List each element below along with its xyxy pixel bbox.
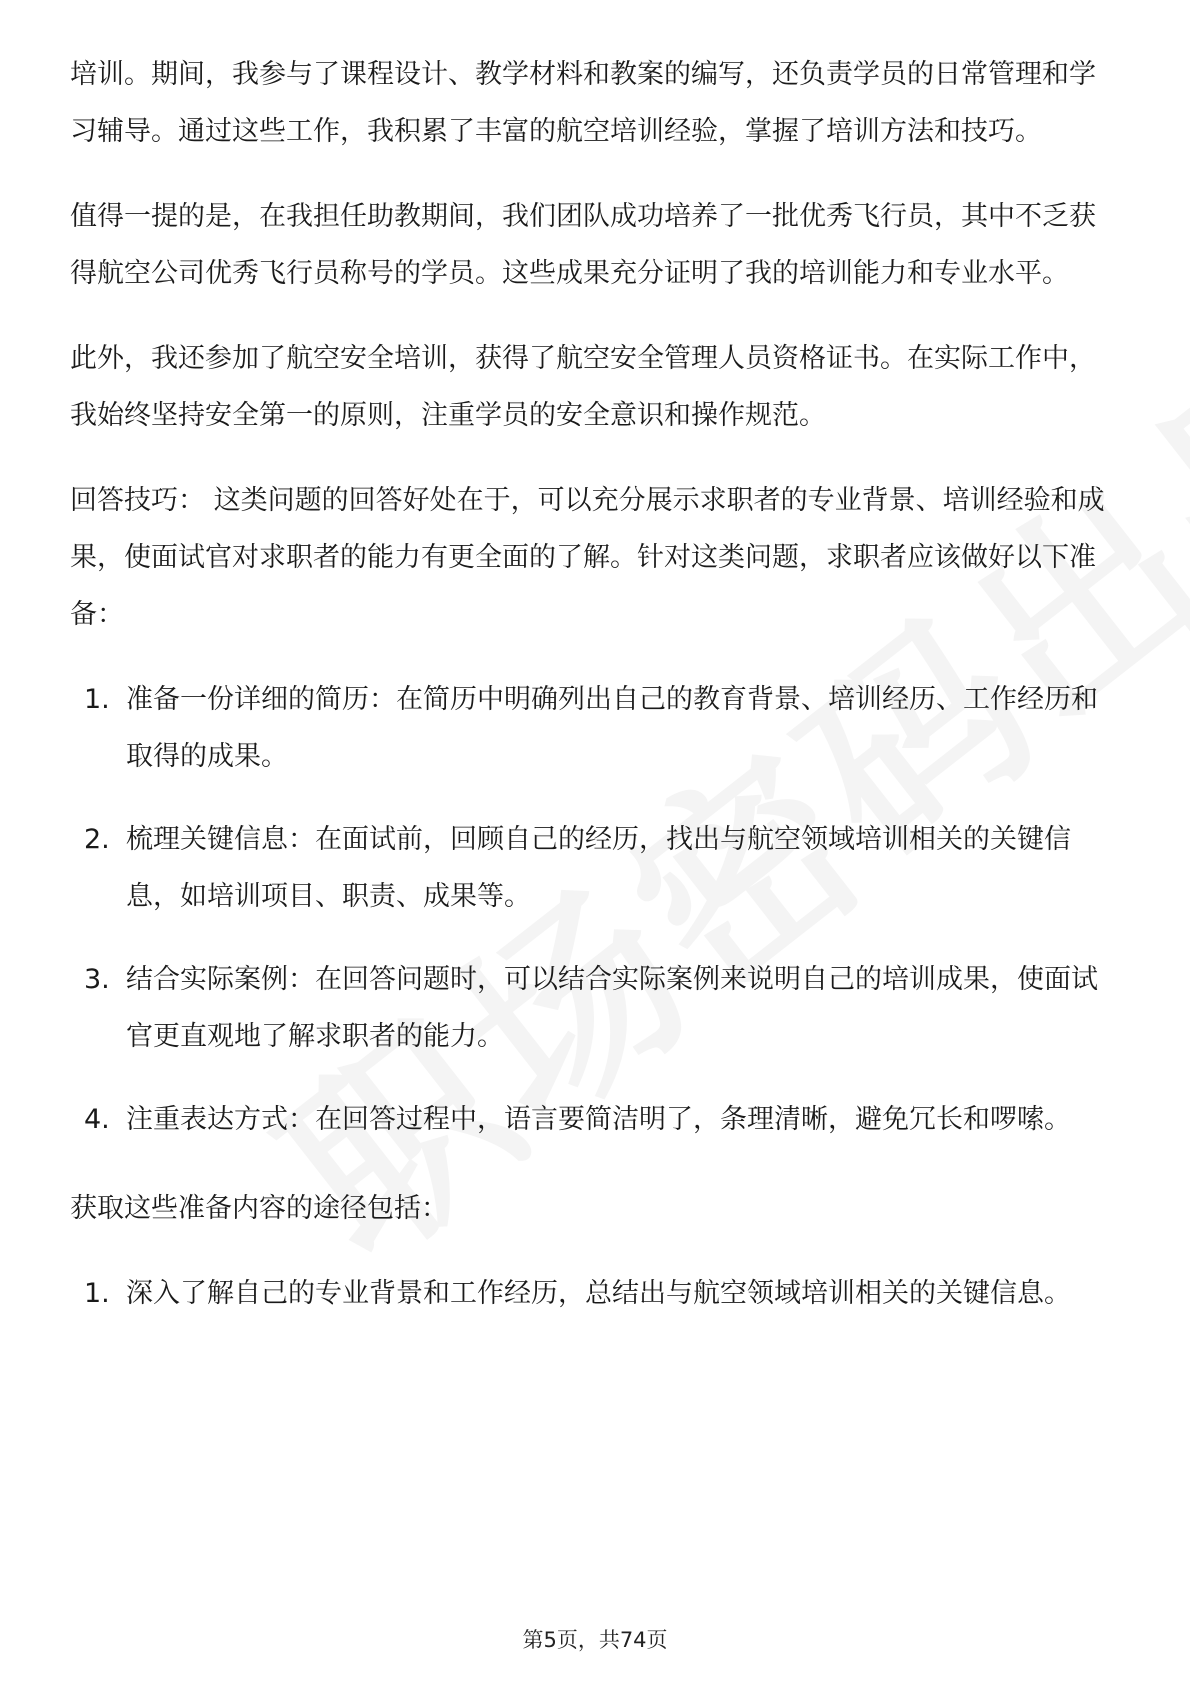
list-text: 准备一份详细的简历：在简历中明确列出自己的教育背景、培训经历、工作经历和取得的成果。 bbox=[126, 684, 1098, 772]
list-number: 3. bbox=[84, 964, 110, 995]
prep-list bbox=[70, 671, 1120, 1148]
list-item bbox=[70, 951, 1120, 1065]
list-text: 结合实际案例：在回答问题时，可以结合实际案例来说明自己的培训成果，使面试官更直观地了解求职者的能力。 bbox=[126, 964, 1098, 1052]
list-number: 4. bbox=[84, 1104, 110, 1135]
list-number: 2. bbox=[84, 824, 110, 855]
source-list bbox=[70, 1265, 1120, 1322]
paragraph-achievement: 值得一提的是，在我担任助教期间，我们团队成功培养了一批优秀飞行员，其中不乏获得航空公司优秀飞行员称号的学员。这些成果充分证明了我的培训能力和专业水平。 bbox=[70, 201, 1096, 289]
list-number: 1. bbox=[84, 684, 110, 715]
list-item bbox=[70, 1265, 1120, 1322]
list-item bbox=[70, 1091, 1120, 1148]
list-text: 梳理关键信息：在面试前，回顾自己的经历，找出与航空领域培训相关的关键信息，如培训项目、职责、成果等。 bbox=[126, 824, 1071, 912]
page-footer: 第5页，共74页 bbox=[522, 1628, 668, 1652]
paragraph-safety: 此外，我还参加了航空安全培训，获得了航空安全管理人员资格证书。在实际工作中，我始终坚持安全第一的原则，注重学员的安全意识和操作规范。 bbox=[70, 343, 1096, 431]
paragraph-training: 培训。期间，我参与了课程设计、教学材料和教案的编写，还负责学员的日常管理和学习辅导。通过这些工作，我积累了丰富的航空培训经验，掌握了培训方法和技巧。 bbox=[70, 59, 1096, 147]
list-number: 1. bbox=[84, 1278, 110, 1309]
list-text: 深入了解自己的专业背景和工作经历，总结出与航空领域培训相关的关键信息。 bbox=[126, 1278, 1071, 1309]
paragraph-answer-tips: 回答技巧： 这类问题的回答好处在于，可以充分展示求职者的专业背景、培训经验和成果，使面试官对求职者的能力有更全面的了解。针对这类问题，求职者应该做好以下准备： bbox=[70, 485, 1105, 630]
list-item bbox=[70, 811, 1120, 925]
paragraph-sources-intro: 获取这些准备内容的途径包括： bbox=[70, 1193, 448, 1224]
list-item bbox=[70, 671, 1120, 785]
page-content bbox=[70, 46, 1120, 1354]
list-text: 注重表达方式：在回答过程中，语言要简洁明了，条理清晰，避免冗长和啰嗦。 bbox=[126, 1104, 1071, 1135]
